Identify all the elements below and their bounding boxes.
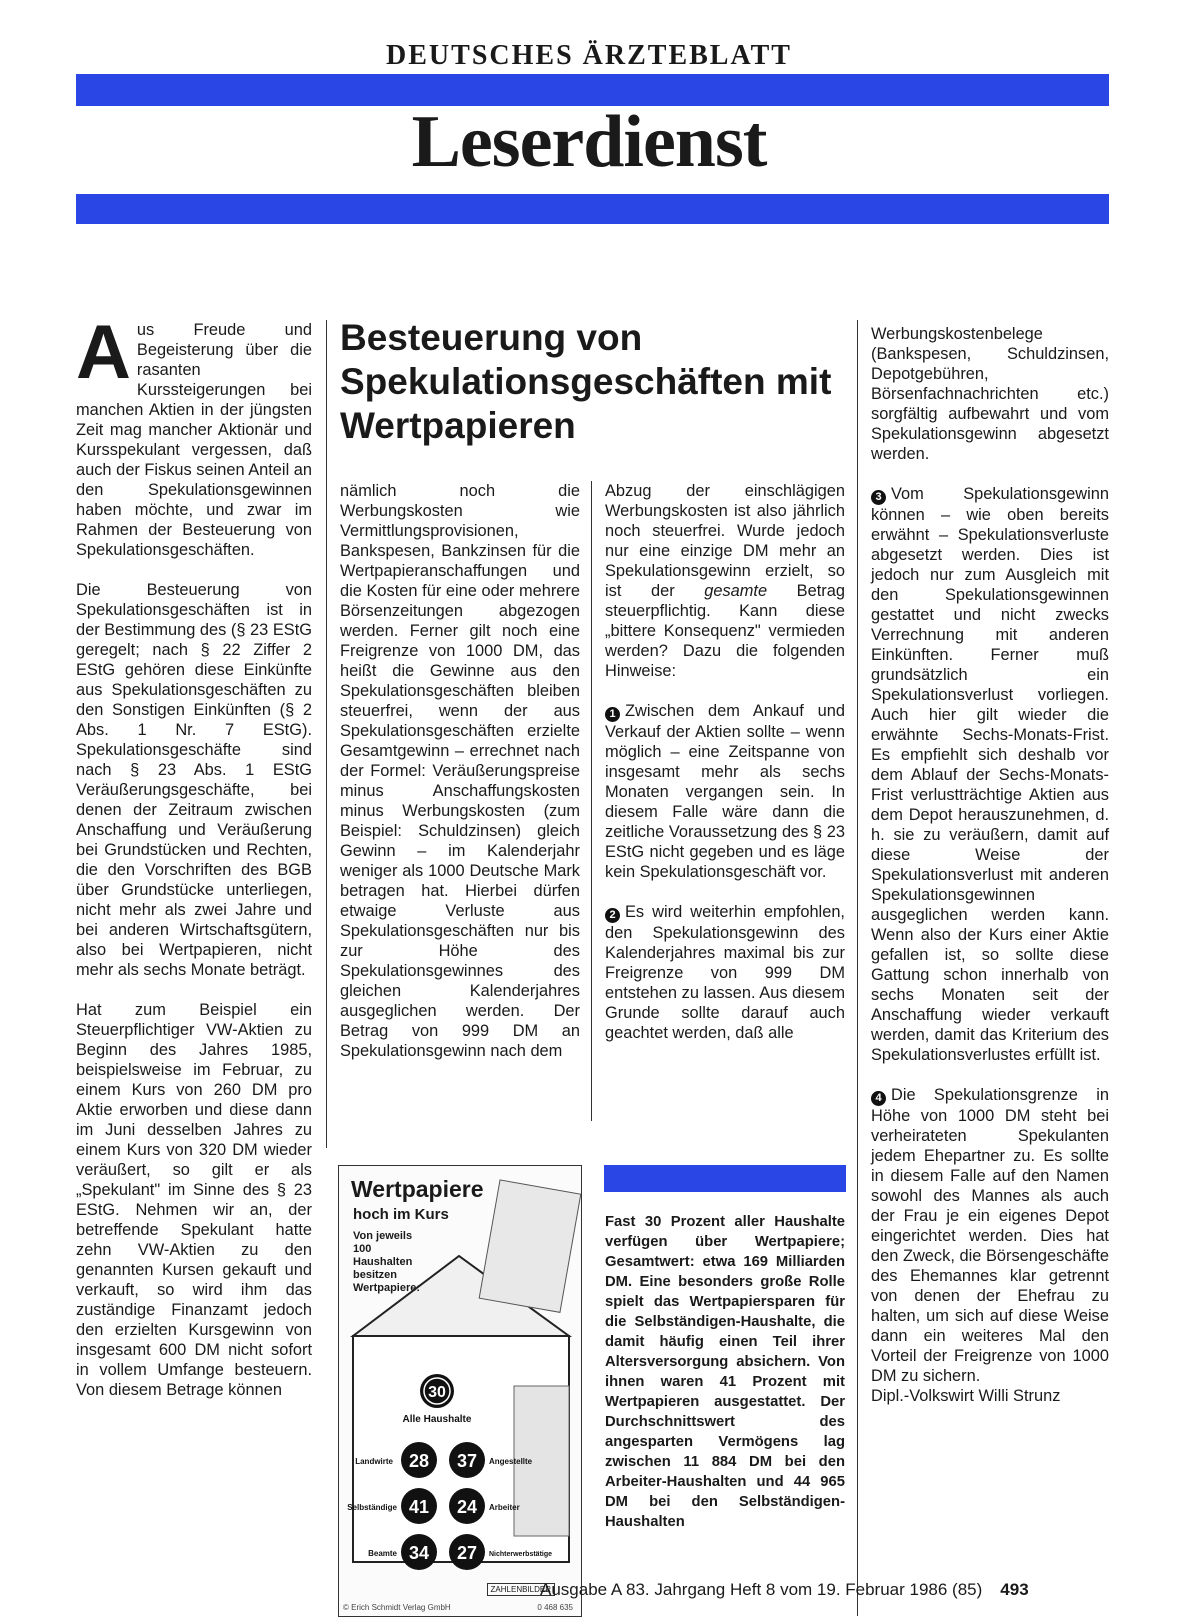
author: Dipl.-Volkswirt Willi Strunz	[871, 1387, 1061, 1405]
infographic-brand: ZAHLENBILDER	[487, 1583, 555, 1596]
circle-arbeiter-label: Arbeiter	[489, 1503, 520, 1512]
hint-2	[605, 902, 845, 1043]
column-4	[871, 324, 1109, 1426]
text-run: Abzug der einschlägigen Werbungskosten ist also jährlich noch steuerfrei. Wurde jedoch nur eine einzige DM mehr an Spekulationsgewinn erzielt, so ist der	[605, 482, 845, 600]
caption-band	[604, 1165, 846, 1192]
infographic-credit: © Erich Schmidt Verlag GmbH	[343, 1603, 451, 1612]
emphasis: gesamte	[704, 582, 768, 600]
paragraph: nämlich noch die Werbungskosten wie Vermittlungsprovisionen, Bankspesen, Bankzinsen für die Wertpapieranschaffungen und die Kosten für eine oder mehrere Börsenzeitungen abgezogen werden. Ferner gilt noch eine Freigrenze von 1000 DM, das heißt die Gewinne aus den Spekulationsgeschäften bleiben steuerfrei, wenn der aus Spekulationsgeschäften erzielte Gesamtgewinn – errechnet nach der Formel: Veräußerungspreise minus Anschaffungskosten minus Werbungskosten (zum Beispiel: Schuldzinsen) gleich Gewinn – im Kalenderjahr weniger als 1000 Deutsche Mark betragen hat. Hierbei dürfen etwaige Verluste aus Spekulationsgeschäften nur bis zur Höhe des Spekulationsgewinnes des gleichen Kalenderjahres ausgeglichen werden. Der Betrag von 999 DM an Spekulationsgewinn nach dem	[340, 482, 580, 1060]
hint-3	[871, 484, 1109, 1065]
section-title: Leserdienst	[411, 101, 767, 183]
column-rule-1	[326, 320, 327, 1148]
text-run: Betrag steuerpflichtig. Kann diese „bittere Konsequenz" vermieden werden? Dazu die folgenden Hinweise:	[605, 582, 845, 680]
column-rule-3	[857, 320, 858, 1616]
page-number: 493	[1000, 1580, 1029, 1599]
paragraph: Hat zum Beispiel ein Steuerpflichtiger VW-Aktien zu Beginn des Jahres 1985, beispielsweise im Februar, zu einem Kurs von 260 DM pro Aktie erworben und diese dann im Juni desselben Jahres zu einem Kurs von 320 DM wieder veräußert, so gilt er als „Spekulant" im Sinne des § 23 EStG. Nehmen wir an, der betreffende Spekulant hatte zehn VW-Aktien zu den genannten Kursen gekauft und verkauft, so wird ihm das zuständige Finanzamt jedoch den erzielten Kursgewinn von insgesamt 600 DM nicht sofort in vollem Umfange besteuern. Von diesem Betrage können	[76, 1001, 312, 1399]
column-2	[340, 481, 580, 1081]
drop-cap: A	[76, 310, 131, 395]
intro-paragraph	[76, 310, 312, 560]
header-band-bottom	[76, 194, 1109, 224]
circle-all-label: Alle Haushalte	[402, 1414, 472, 1425]
infographic-subtitle: hoch im Kurs	[353, 1206, 449, 1223]
circle-arbeiter-value: 24	[456, 1497, 478, 1517]
infographic	[338, 1165, 582, 1617]
share-certificate	[479, 1180, 581, 1312]
infographic-caption: Fast 30 Prozent aller Haushalte verfügen über Wertpapiere; Gesamtwert: etwa 169 Milliarden DM. Eine besonders große Rolle spielt das Wertpapiersparen für die Selbständigen-Haushalte, die damit häufig einen Teil ihrer Altersversorgung absichern. Von ihnen waren 41 Prozent mit Wertpapieren ausgestattet. Der Durchschnittswert des angesparten Vermögens lag zwischen 11 884 DM bei den Arbeiter-Haushalten und 44 965 DM bei den Selbständigen-Haushalten	[605, 1214, 845, 1530]
circle-selbstaendige-value: 41	[408, 1497, 430, 1517]
circle-landwirte-label: Landwirte	[355, 1457, 393, 1466]
paragraph	[605, 481, 845, 681]
column-rule-2	[591, 481, 592, 1121]
paragraph: Werbungskostenbelege (Bankspesen, Schuldzinsen, Depotgebühren, Börsenfachnachrichten etc.) sorgfältig aufbewahrt und vom Spekulationsgewinn abgesetzt werden.	[871, 325, 1109, 463]
bullet-1-icon: 1	[605, 707, 620, 722]
page-footer	[540, 1580, 1029, 1600]
hint-4	[871, 1085, 1109, 1406]
bullet-4-icon: 4	[871, 1091, 886, 1106]
circle-nichterwerbstaetige-label: Nichterwerbstätige	[489, 1551, 553, 1558]
bullet-2-icon: 2	[605, 908, 620, 923]
hint-2-text: Es wird weiterhin empfohlen, den Spekulationsgewinn des Kalenderjahres maximal bis zur Freigrenze von 999 DM entstehen zu lassen. Aus diesem Grunde sollte darauf auch geachtet werden, daß alle	[605, 903, 845, 1042]
circle-landwirte-value: 28	[408, 1451, 430, 1471]
circle-angestellte-label: Angestellte	[489, 1457, 533, 1466]
circle-beamte-label: Beamte	[368, 1549, 397, 1558]
article-headline: Besteuerung von Spekulationsgeschäften mit Wertpapieren	[340, 317, 832, 446]
column-1	[76, 310, 312, 1420]
circle-all-value: 30	[428, 1384, 446, 1401]
infographic-code: 0 468 635	[537, 1603, 573, 1612]
hint-1-text: Zwischen dem Ankauf und Verkauf der Aktien sollte – wenn möglich – eine Zeitspanne von insgesamt mehr als sechs Monaten vergangen sein. In diesem Falle wäre dann die zeitliche Voraussetzung des § 23 EStG nicht gegeben und es läge kein Spekulationsgeschäft vor.	[605, 702, 845, 881]
hint-4-text: Die Spekulationsgrenze in Höhe von 1000 DM steht bei verheirateten Spekulanten jedem Ehepartner zu. Es sollte in diesem Falle auf den Namen sowohl des Mannes als auch der Frau je ein eigenes Depot eingerichtet werden. Dies hat den Zweck, die Börsengeschäfte des Ehemannes klar getrennt von denen der Ehefrau zu halten, um sich auf diese Weise dann ein weiteres Mal den Vorteil der Freigrenze von 1000 DM zu sichern.	[871, 1086, 1109, 1385]
circle-beamte-value: 34	[408, 1543, 430, 1563]
infographic-title: Wertpapiere	[351, 1176, 484, 1202]
paragraph: Die Besteuerung von Spekulationsgeschäften ist in der Bestimmung des (§ 23 EStG geregelt; nach § 22 Ziffer 2 EStG gehören diese Einkünfte aus Spekulationsgeschäften zu den Sonstigen Einkünften (§ 2 Abs. 1 Nr. 7 EStG). Spekulationsgeschäfte sind nach § 23 Abs. 1 EStG Veräußerungsgeschäfte, bei denen der Zeitraum zwischen Anschaffung und Veräußerung bei Grundstücken und Rechten, die den Vorschriften des BGB über Grundstücke unterliegen, nicht mehr als zwei Jahre und bei anderen Wirtschaftsgütern, also bei Wertpapieren, nicht mehr als sechs Monate beträgt.	[76, 581, 312, 979]
circle-nichterwerbstaetige-value: 27	[456, 1543, 478, 1563]
circle-angestellte-value: 37	[456, 1451, 478, 1471]
circle-selbstaendige-label: Selbständige	[347, 1503, 397, 1512]
intro-text: us Freude und Begeisterung über die rasanten Kurssteigerungen bei manchen Aktien in der jüngsten Zeit mag mancher Aktionär und Kursspekulant vergessen, daß auch der Fiskus seinen Anteil an den Spekulationsgewinnen haben möchte, und zwar im Rahmen der Besteuerung von Spekulationsgeschäften.	[76, 321, 312, 559]
hint-3-text: Vom Spekulationsgewinn können – wie oben bereits erwähnt – Spekulationsverluste abgesetzt werden. Dies ist jedoch nur zum Ausgleich mit den Spekulationsgewinnen gestattet und nicht zwecks Verrechnung mit anderen Einkünften. Ferner muß grundsätzlich ein Spekulationsverlust vorliegen. Auch hier gilt wieder die erwähnte Sechs-Monats-Frist. Es empfiehlt sich deshalb vor dem Ablauf der Sechs-Monats-Frist verlustträchtige Aktien aus dem Depot herauszunehmen, d. h. sie zu veräußern, damit auf diese Weise der Spekulationsverlust mit anderen Spekulationsgewinnen ausgeglichen werden kann. Wenn also der Kurs einer Aktie gefallen ist, so sollte diese Gattung schon innerhalb von sechs Monaten seit der Anschaffung wieder verkauft werden, damit das Kriterium des Spekulationsverlustes erfüllt ist.	[871, 485, 1109, 1064]
infographic-note: Von jeweils 100 Haushalten besitzen Wertpapiere:	[353, 1230, 421, 1294]
issue-info: Ausgabe A 83. Jahrgang Heft 8 vom 19. Februar 1986 (85)	[540, 1580, 983, 1599]
column-3	[605, 481, 845, 1063]
bullet-3-icon: 3	[871, 490, 886, 505]
hint-1	[605, 701, 845, 882]
masthead: DEUTSCHES ÄRZTEBLATT	[386, 40, 792, 71]
